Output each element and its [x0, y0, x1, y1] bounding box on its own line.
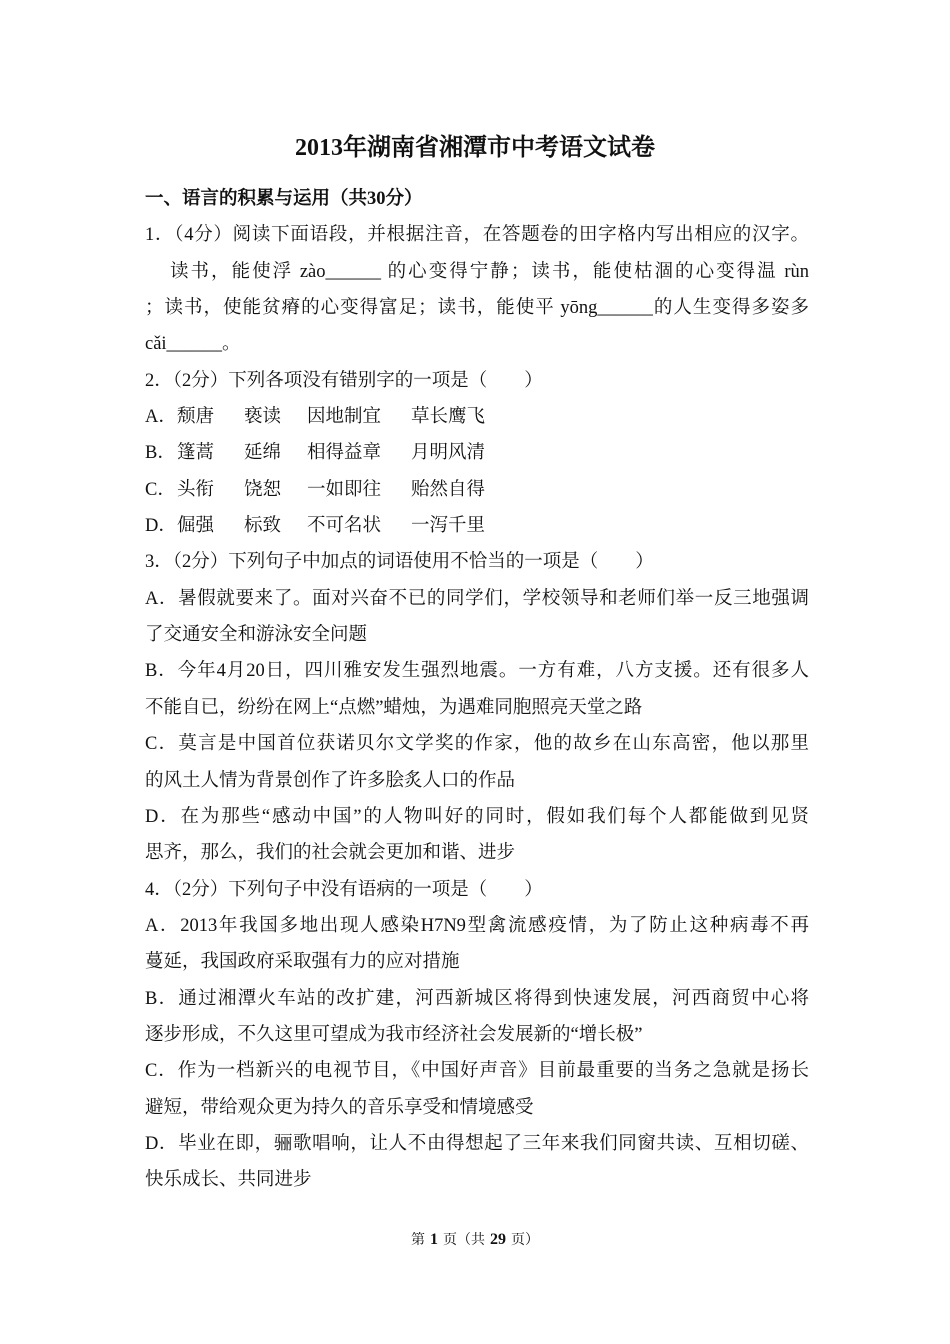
option-word: 草长鹰飞: [411, 407, 486, 428]
option-word: 头衔: [177, 479, 215, 500]
question-2-option-b: [145, 435, 809, 471]
option-word: 亵读: [244, 407, 282, 428]
question-4-option-c-line-2: 避短，带给观众更为持久的音乐享受和情境感受: [145, 1097, 534, 1118]
option-word: 篷蒿: [177, 443, 215, 464]
question-4-option-a-line-2: 蔓延，我国政府采取强有力的应对措施: [145, 952, 460, 973]
question-3-option-d-line-2: 思齐，那么，我们的社会就会更加和谐、进步: [145, 843, 516, 864]
question-4-option-c-line-1: C．作为一档新兴的电视节目，《中国好声音》目前最重要的当务之急就是扬长: [145, 1061, 809, 1082]
question-1-passage-line-1: 读书，能使浮 zào______ 的心变得宁静；读书，能使枯涸的心变得温 rùn: [170, 261, 809, 282]
question-4-option-a-line-1: A．2013年我国多地出现人感染H7N9型禽流感疫情，为了防止这种病毒不再: [145, 915, 809, 936]
question-4-stem: 4．（2分）下列句子中没有语病的一项是（ ）: [145, 879, 543, 900]
exam-content: [145, 181, 809, 1199]
question-3-option-b-line-1: B．今年4月20日，四川雅安发生强烈地震。一方有难，八方支援。还有很多人: [145, 661, 809, 682]
question-3-option-d-line-1: D．在为那些“感动中国”的人物叫好的同时，假如我们每个人都能做到见贤: [145, 806, 809, 827]
footer-prefix: 第: [411, 1233, 425, 1248]
option-word: 因地制宜: [307, 407, 382, 428]
question-1-stem: 1．（4分）阅读下面语段，并根据注音，在答题卷的田字格内写出相应的汉字。: [145, 225, 809, 246]
question-4-option-b-line-2: 逐步形成，不久这里可望成为我市经济社会发展新的“增长极”: [145, 1024, 643, 1045]
question-3-option-c-line-2: 的风土人情为背景创作了许多脍炙人口的作品: [145, 770, 516, 791]
option-word: 月明风清: [411, 443, 486, 464]
option-word: 颓唐: [177, 407, 215, 428]
question-2-stem: 2．（2分）下列各项没有错别字的一项是（ ）: [145, 370, 543, 391]
option-word: 一泻千里: [411, 516, 486, 537]
question-3-option-b-line-2: 不能自已，纷纷在网上“点燃”蜡烛，为遇难同胞照亮天堂之路: [145, 697, 643, 718]
option-label: D．: [145, 516, 177, 537]
option-word: 倔强: [177, 516, 215, 537]
question-3-stem: 3．（2分）下列句子中加点的词语使用不恰当的一项是（ ）: [145, 552, 654, 573]
question-4-option-d-line-1: D．毕业在即，骊歌唱响，让人不由得想起了三年来我们同窗共读、互相切磋、: [145, 1133, 809, 1154]
question-2-option-c: [145, 472, 809, 508]
question-4-option-d-line-2: 快乐成长、共同进步: [145, 1170, 312, 1191]
option-label: A．: [145, 407, 177, 428]
option-word: 贻然自得: [411, 479, 486, 500]
page-footer: [0, 1228, 950, 1253]
option-word: 延绵: [244, 443, 282, 464]
option-label: C．: [145, 479, 176, 500]
question-1-passage-line-3: cǎi______。: [145, 334, 241, 355]
option-label: B．: [145, 443, 176, 464]
question-1-passage-line-2: ；读书，使能贫瘠的心变得富足；读书，能使平 yōng______的人生变得多姿多: [145, 298, 809, 319]
question-2-option-a: [145, 399, 809, 435]
exam-title: 2013年湖南省湘潭市中考语文试卷: [295, 135, 655, 161]
section-heading: 一、语言的积累与运用（共30分）: [145, 189, 423, 209]
option-word: 不可名状: [307, 516, 382, 537]
page-number: 1: [430, 1231, 438, 1248]
footer-suffix: 页）: [511, 1233, 539, 1248]
question-3-option-a-line-1: A．暑假就要来了。面对兴奋不已的同学们，学校领导和老师们举一反三地强调: [145, 588, 809, 609]
question-3-option-a-line-2: 了交通安全和游泳安全问题: [145, 625, 368, 646]
option-word: 标致: [244, 516, 282, 537]
question-2-option-d: [145, 508, 809, 544]
option-word: 饶恕: [244, 479, 282, 500]
total-pages: 29: [490, 1231, 506, 1248]
option-word: 相得益章: [307, 443, 382, 464]
question-4-option-b-line-1: B．通过湘潭火车站的改扩建，河西新城区将得到快速发展，河西商贸中心将: [145, 988, 809, 1009]
footer-middle: 页（共: [443, 1233, 485, 1248]
question-3-option-c-line-1: C．莫言是中国首位获诺贝尔文学奖的作家，他的故乡在山东高密，他以那里: [145, 734, 809, 755]
option-word: 一如即往: [307, 479, 382, 500]
